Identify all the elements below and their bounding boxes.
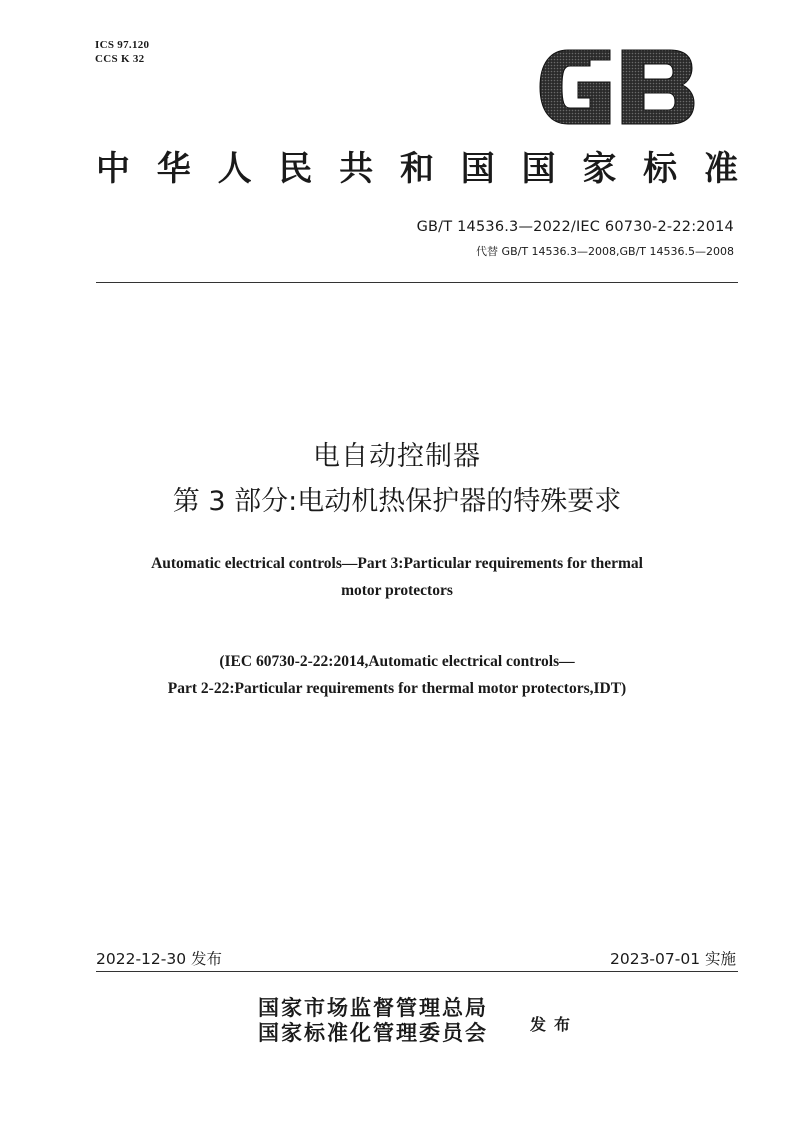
english-title xyxy=(97,550,697,604)
title-char: 中 xyxy=(96,149,130,189)
iec-reference xyxy=(97,648,697,702)
issue-date: 2022-12-30 发布 xyxy=(96,950,223,968)
standard-number: GB/T 14536.3—2022/IEC 60730-2-22:2014 xyxy=(416,219,734,235)
title-char: 标 xyxy=(643,149,678,189)
title-char: 华 xyxy=(156,149,191,189)
implementation-date: 2023-07-01 实施 xyxy=(609,950,736,968)
title-char: 和 xyxy=(399,149,434,189)
issuer-line-1: 国家市场监督管理总局 xyxy=(258,995,488,1020)
title-char: 家 xyxy=(582,149,617,189)
title-char: 国 xyxy=(460,149,495,189)
english-title-line-1: Automatic electrical controls—Part 3:Particular requirements for thermal xyxy=(151,555,643,572)
gb-logo-icon xyxy=(538,46,696,128)
title-char: 共 xyxy=(339,149,374,189)
header-divider xyxy=(96,282,738,283)
chinese-title-line-2: 第 3 部分:电动机热保护器的特殊要求 xyxy=(172,486,622,517)
ccs-code: CCS K 32 xyxy=(95,53,145,65)
chinese-title-line-1: 电自动控制器 xyxy=(313,441,481,472)
title-char: 人 xyxy=(217,149,252,189)
title-char: 民 xyxy=(278,149,313,189)
title-char: 国 xyxy=(521,149,556,189)
issue-action: 发布 xyxy=(530,1015,579,1034)
classification-codes xyxy=(95,38,149,66)
country-standard-title xyxy=(96,146,738,192)
title-char: 准 xyxy=(703,149,738,189)
english-title-line-2: motor protectors xyxy=(341,582,453,599)
iec-reference-line-2: Part 2-22:Particular requirements for thermal motor protectors,IDT) xyxy=(167,680,627,697)
replaces-standards: 代替 GB/T 14536.3—2008,GB/T 14536.5—2008 xyxy=(476,245,734,258)
issuer-line-2: 国家标准化管理委员会 xyxy=(258,1020,488,1045)
ics-code: ICS 97.120 xyxy=(95,39,150,51)
footer-divider xyxy=(96,971,738,972)
iec-reference-line-1: (IEC 60730-2-22:2014,Automatic electrical controls— xyxy=(219,653,575,670)
issuing-authorities xyxy=(258,995,488,1045)
